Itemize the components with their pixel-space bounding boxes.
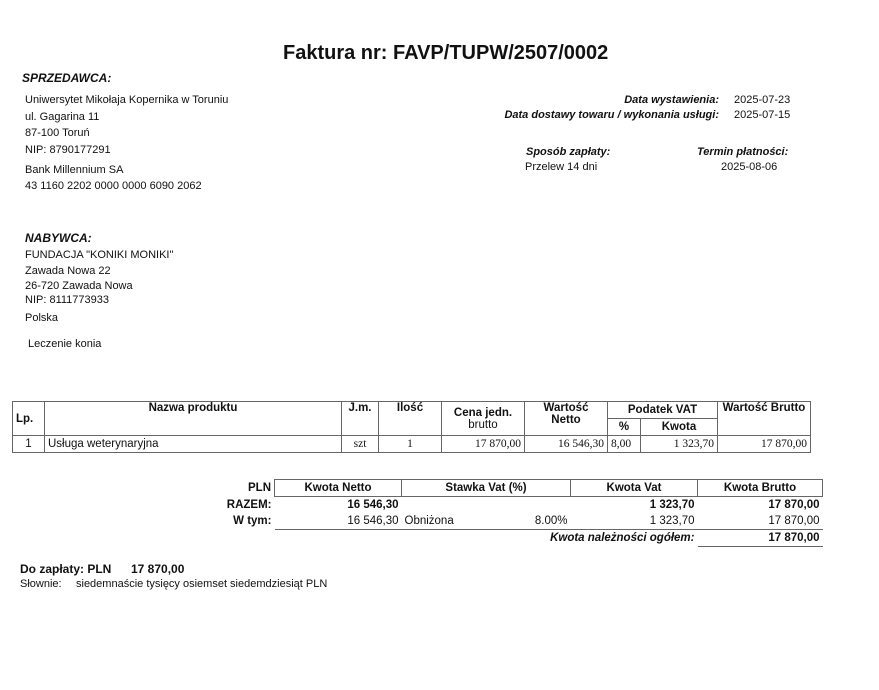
seller-bank: Bank Millennium SA bbox=[25, 164, 124, 176]
issue-date-label: Data wystawienia: bbox=[624, 94, 719, 106]
seller-street: ul. Gagarina 11 bbox=[25, 111, 100, 123]
seller-nip: NIP: 8790177291 bbox=[25, 144, 111, 156]
col-price bbox=[442, 402, 525, 436]
sum-incl-label: W tym: bbox=[233, 515, 272, 528]
buyer-heading: NABYWCA: bbox=[25, 231, 92, 245]
row-vat-amt: 1 323,70 bbox=[641, 436, 718, 453]
col-gross: Wartość Brutto bbox=[718, 402, 811, 436]
issue-date-value: 2025-07-23 bbox=[734, 94, 791, 106]
sum-h-net: Kwota Netto bbox=[275, 480, 402, 497]
col-vat-amt: Kwota bbox=[641, 419, 718, 436]
sum-incl-net: 16 546,30 bbox=[275, 513, 402, 530]
sum-incl-rate: 8.00% bbox=[501, 513, 571, 530]
sum-total-net: 16 546,30 bbox=[275, 497, 402, 514]
row-name: Usługa weterynaryjna bbox=[45, 436, 342, 453]
table-row bbox=[13, 436, 811, 453]
sum-incl-rate-name: Obniżona bbox=[402, 513, 501, 530]
seller-heading: SPRZEDAWCA: bbox=[22, 71, 112, 85]
col-price-line1: Cena jedn. bbox=[453, 406, 513, 419]
row-qty: 1 bbox=[379, 436, 442, 453]
sum-due-value: 17 870,00 bbox=[698, 530, 823, 547]
sum-due-label: Kwota należności ogółem: bbox=[550, 532, 695, 545]
to-pay-value: 17 870,00 bbox=[131, 562, 185, 576]
row-vat-pct: 8,00 bbox=[608, 436, 641, 453]
sum-h-gross: Kwota Brutto bbox=[698, 480, 823, 497]
sum-total-label: RAZEM: bbox=[226, 498, 272, 511]
buyer-name: FUNDACJA "KONIKI MONIKI" bbox=[25, 249, 174, 261]
payment-method-label: Sposób zapłaty: bbox=[526, 146, 611, 158]
row-gross: 17 870,00 bbox=[718, 436, 811, 453]
buyer-note: Leczenie konia bbox=[28, 338, 102, 350]
due-date-value: 2025-08-06 bbox=[721, 161, 778, 173]
col-net: Wartość Netto bbox=[525, 402, 608, 436]
sum-incl-gross: 17 870,00 bbox=[698, 513, 823, 530]
row-lp: 1 bbox=[13, 436, 45, 453]
invoice-title: Faktura nr: FAVP/TUPW/2507/0002 bbox=[283, 42, 609, 64]
sum-currency: PLN bbox=[248, 482, 271, 494]
delivery-date-value: 2025-07-15 bbox=[734, 109, 791, 121]
row-net: 16 546,30 bbox=[525, 436, 608, 453]
col-name: Nazwa produktu bbox=[45, 402, 342, 436]
sum-h-rate: Stawka Vat (%) bbox=[402, 480, 571, 497]
items-table bbox=[12, 401, 811, 453]
row-price: 17 870,00 bbox=[442, 436, 525, 453]
payment-method-value: Przelew 14 dni bbox=[525, 161, 598, 173]
vat-summary-table bbox=[204, 479, 823, 547]
sum-incl-vat: 1 323,70 bbox=[571, 513, 698, 530]
buyer-street: Zawada Nowa 22 bbox=[25, 265, 111, 277]
seller-name: Uniwersytet Mikołaja Kopernika w Toruniu bbox=[25, 94, 229, 106]
sum-h-vat: Kwota Vat bbox=[571, 480, 698, 497]
row-unit: szt bbox=[342, 436, 379, 453]
buyer-city: 26-720 Zawada Nowa bbox=[25, 280, 133, 292]
sum-total-gross: 17 870,00 bbox=[698, 497, 823, 514]
col-qty: Ilość bbox=[379, 402, 442, 436]
seller-account: 43 1160 2202 0000 0000 6090 2062 bbox=[25, 180, 202, 192]
in-words-value: siedemnaście tysięcy osiemset siedemdziesiąt PLN bbox=[76, 578, 328, 590]
to-pay-label: Do zapłaty: PLN bbox=[20, 562, 112, 576]
due-date-label: Termin płatności: bbox=[697, 146, 789, 158]
buyer-nip: NIP: 8111773933 bbox=[25, 294, 109, 306]
col-vat: Podatek VAT bbox=[608, 402, 718, 419]
col-vat-pct: % bbox=[608, 419, 641, 436]
sum-total-vat: 1 323,70 bbox=[571, 497, 698, 514]
seller-city: 87-100 Toruń bbox=[25, 127, 90, 139]
delivery-date-label: Data dostawy towaru / wykonania usługi: bbox=[504, 109, 719, 121]
col-price-line2: brutto bbox=[468, 418, 498, 431]
col-lp: Lp. bbox=[13, 402, 45, 436]
col-unit: J.m. bbox=[342, 402, 379, 436]
in-words-label: Słownie: bbox=[20, 578, 62, 590]
buyer-country: Polska bbox=[25, 312, 59, 324]
